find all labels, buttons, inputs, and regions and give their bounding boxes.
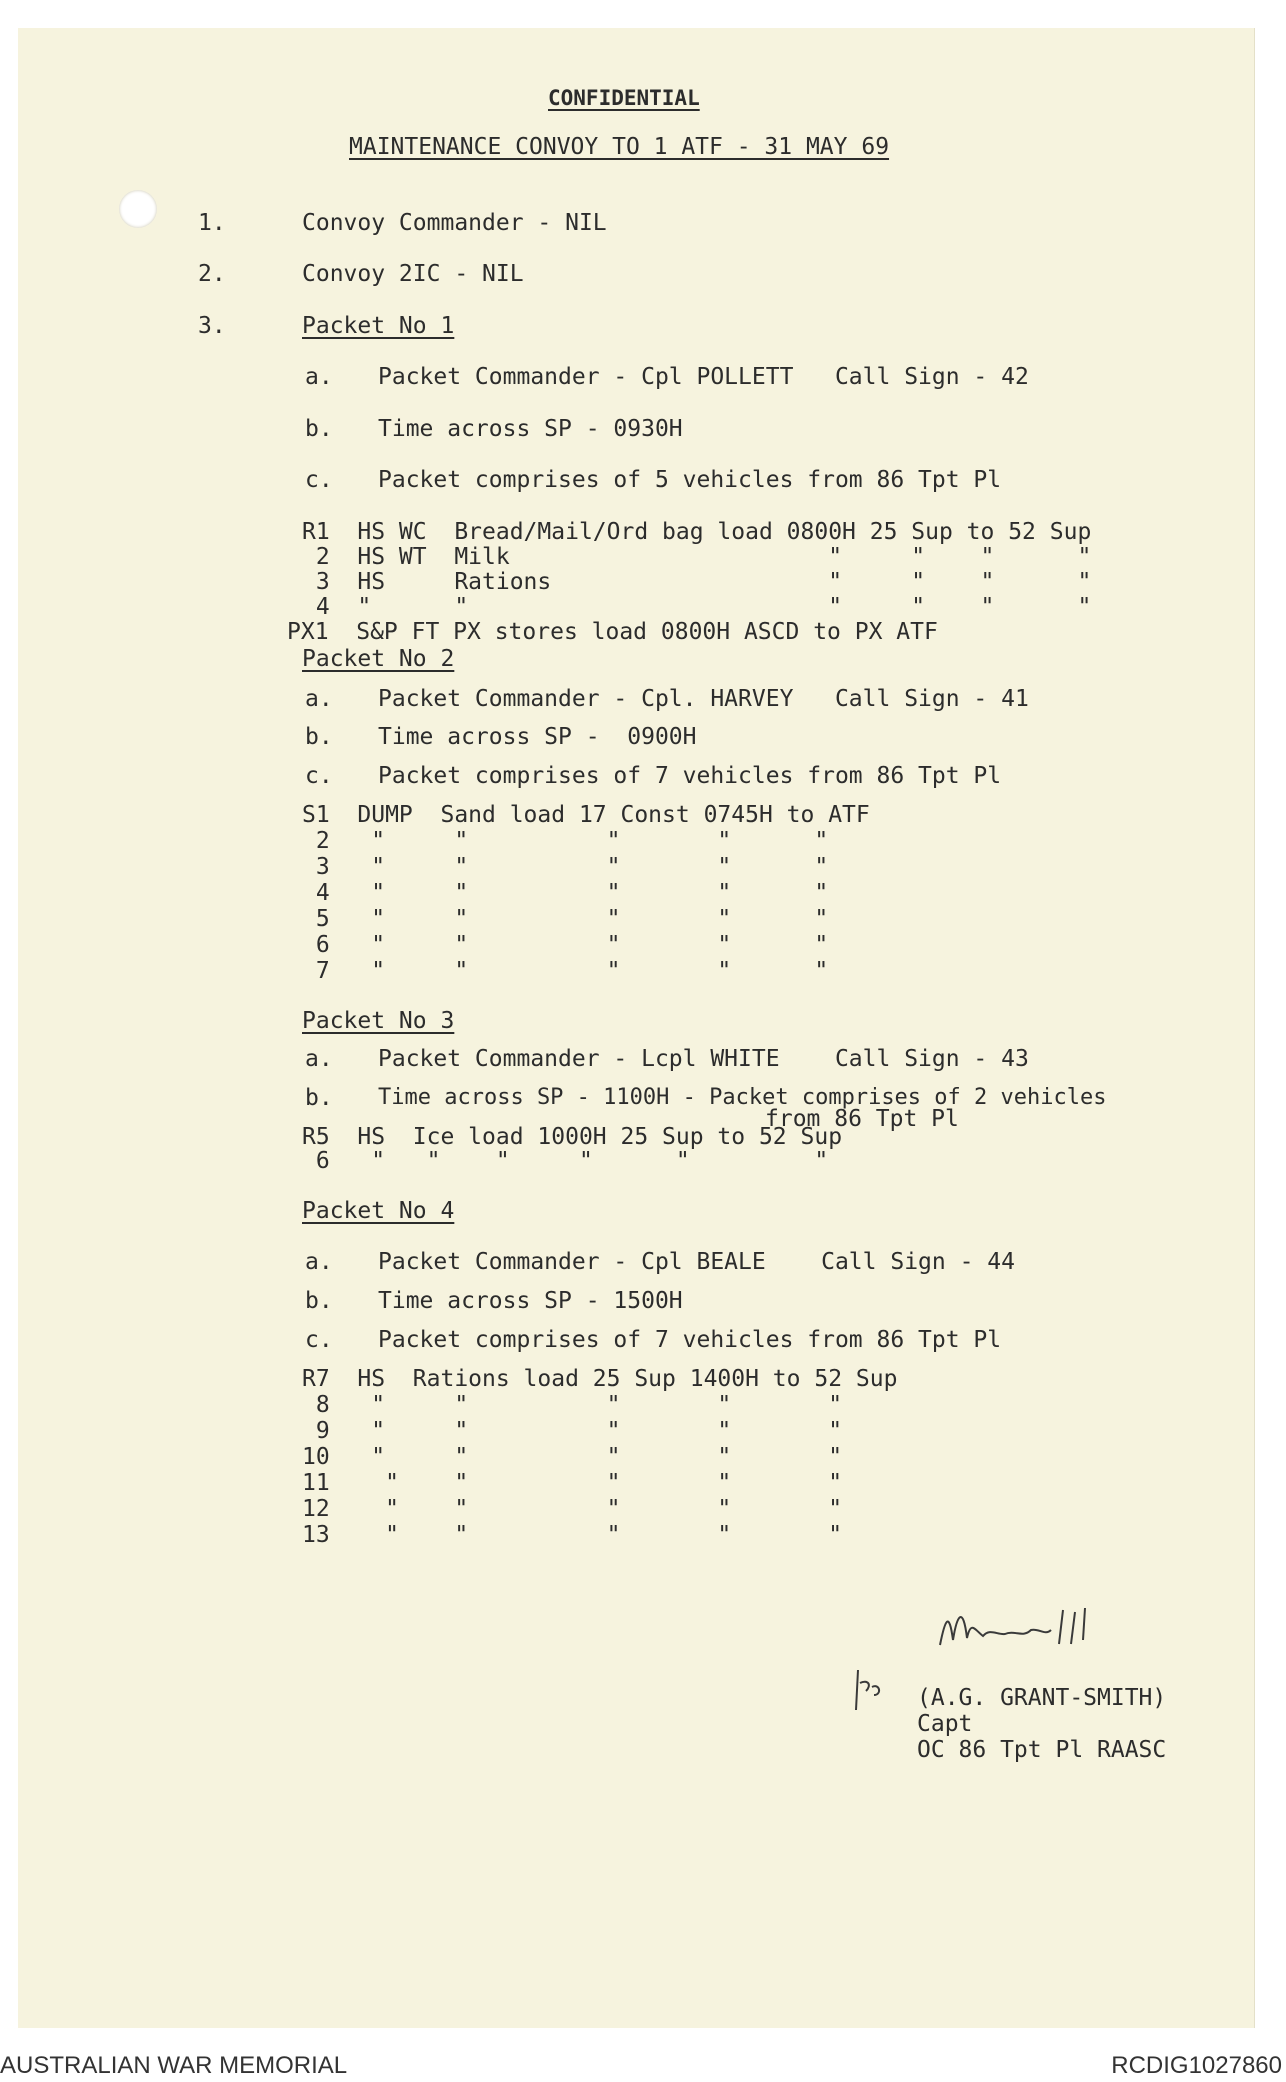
packet-3-heading: Packet No 3: [302, 1008, 455, 1034]
packet-1-row: 3 HS Rations " " " ": [302, 569, 1092, 595]
item-2-number: 2.: [198, 261, 226, 287]
item-1-text: Convoy Commander - NIL: [302, 210, 607, 236]
packet-1-row: 2 HS WT Milk " " " ": [302, 544, 1092, 570]
packet-4-row: 13 " " " " ": [302, 1522, 843, 1548]
packet-2-c-label: c.: [305, 763, 333, 789]
packet-3-b-label: b.: [305, 1085, 333, 1111]
signatory-rank: Capt: [917, 1711, 973, 1737]
packet-1-time: Time across SP - 0930H: [378, 416, 683, 442]
packet-3-commander: Packet Commander - Lcpl WHITE Call Sign - 43: [378, 1046, 1029, 1072]
packet-1-row: R1 HS WC Bread/Mail/Ord bag load 0800H 25 Sup to 52 Sup: [302, 519, 1092, 545]
packet-2-heading: Packet No 2: [302, 646, 455, 672]
packet-4-row: 8 " " " " ": [302, 1392, 843, 1418]
item-1-number: 1.: [198, 210, 226, 236]
document-title: MAINTENANCE CONVOY TO 1 ATF - 31 MAY 69: [349, 134, 890, 160]
handwritten-for-mark: [850, 1665, 890, 1715]
packet-2-row: 7 " " " " ": [302, 958, 829, 984]
packet-4-time: Time across SP - 1500H: [378, 1288, 683, 1314]
packet-4-row: 11 " " " " ": [302, 1470, 843, 1496]
packet-2-commander: Packet Commander - Cpl. HARVEY Call Sign - 41: [378, 686, 1029, 712]
footer-source: AUSTRALIAN WAR MEMORIAL: [0, 2052, 348, 2079]
handwritten-signature: [935, 1600, 1135, 1660]
packet-2-row: 6 " " " " ": [302, 932, 829, 958]
packet-2-time: Time across SP - 0900H: [378, 724, 697, 750]
packet-1-b-label: b.: [305, 416, 333, 442]
packet-2-row: S1 DUMP Sand load 17 Const 0745H to ATF: [302, 802, 870, 828]
signatory-unit: OC 86 Tpt Pl RAASC: [917, 1737, 1167, 1763]
item-2-text: Convoy 2IC - NIL: [302, 261, 524, 287]
packet-2-a-label: a.: [305, 686, 333, 712]
packet-3-time: Time across SP - 1100H - Packet comprises of 2 vehicles: [378, 1085, 1107, 1110]
packet-1-px-row: PX1 S&P FT PX stores load 0800H ASCD to PX ATF: [287, 619, 938, 645]
packet-4-c-label: c.: [305, 1327, 333, 1353]
packet-3-row: 6 " " " " " ": [302, 1148, 829, 1174]
packet-4-row: 9 " " " " ": [302, 1418, 843, 1444]
packet-2-row: 5 " " " " ": [302, 906, 829, 932]
packet-4-composition: Packet comprises of 7 vehicles from 86 Tpt Pl: [378, 1327, 1002, 1353]
packet-4-row: 10 " " " " ": [302, 1444, 843, 1470]
footer-id: RCDIG1027860: [1111, 2052, 1282, 2079]
packet-1-c-label: c.: [305, 467, 333, 493]
signatory-name: (A.G. GRANT-SMITH): [917, 1685, 1167, 1711]
packet-1-a-label: a.: [305, 364, 333, 390]
packet-2-row: 4 " " " " ": [302, 880, 829, 906]
packet-1-commander: Packet Commander - Cpl POLLETT Call Sign - 42: [378, 364, 1029, 390]
packet-4-commander: Packet Commander - Cpl BEALE Call Sign - 44: [378, 1249, 1015, 1275]
packet-4-heading: Packet No 4: [302, 1198, 455, 1224]
packet-1-row: 4 " " " " " ": [302, 594, 1092, 620]
packet-3-time-cont: from 86 Tpt Pl: [765, 1106, 959, 1132]
packet-2-row: 2 " " " " ": [302, 828, 829, 854]
packet-4-row: R7 HS Rations load 25 Sup 1400H to 52 Sup: [302, 1366, 898, 1392]
packet-4-a-label: a.: [305, 1249, 333, 1275]
packet-3-a-label: a.: [305, 1046, 333, 1072]
packet-4-b-label: b.: [305, 1288, 333, 1314]
packet-3-row: R5 HS Ice load 1000H 25 Sup to 52 Sup: [302, 1124, 843, 1150]
packet-4-row: 12 " " " " ": [302, 1496, 843, 1522]
packet-1-heading: Packet No 1: [302, 313, 455, 339]
packet-2-row: 3 " " " " ": [302, 854, 829, 880]
packet-2-composition: Packet comprises of 7 vehicles from 86 Tpt Pl: [378, 763, 1002, 789]
classification-heading: CONFIDENTIAL: [548, 86, 700, 110]
punch-hole: [119, 190, 157, 228]
item-3-number: 3.: [198, 313, 226, 339]
packet-1-composition: Packet comprises of 5 vehicles from 86 Tpt Pl: [378, 467, 1002, 493]
packet-2-b-label: b.: [305, 724, 333, 750]
